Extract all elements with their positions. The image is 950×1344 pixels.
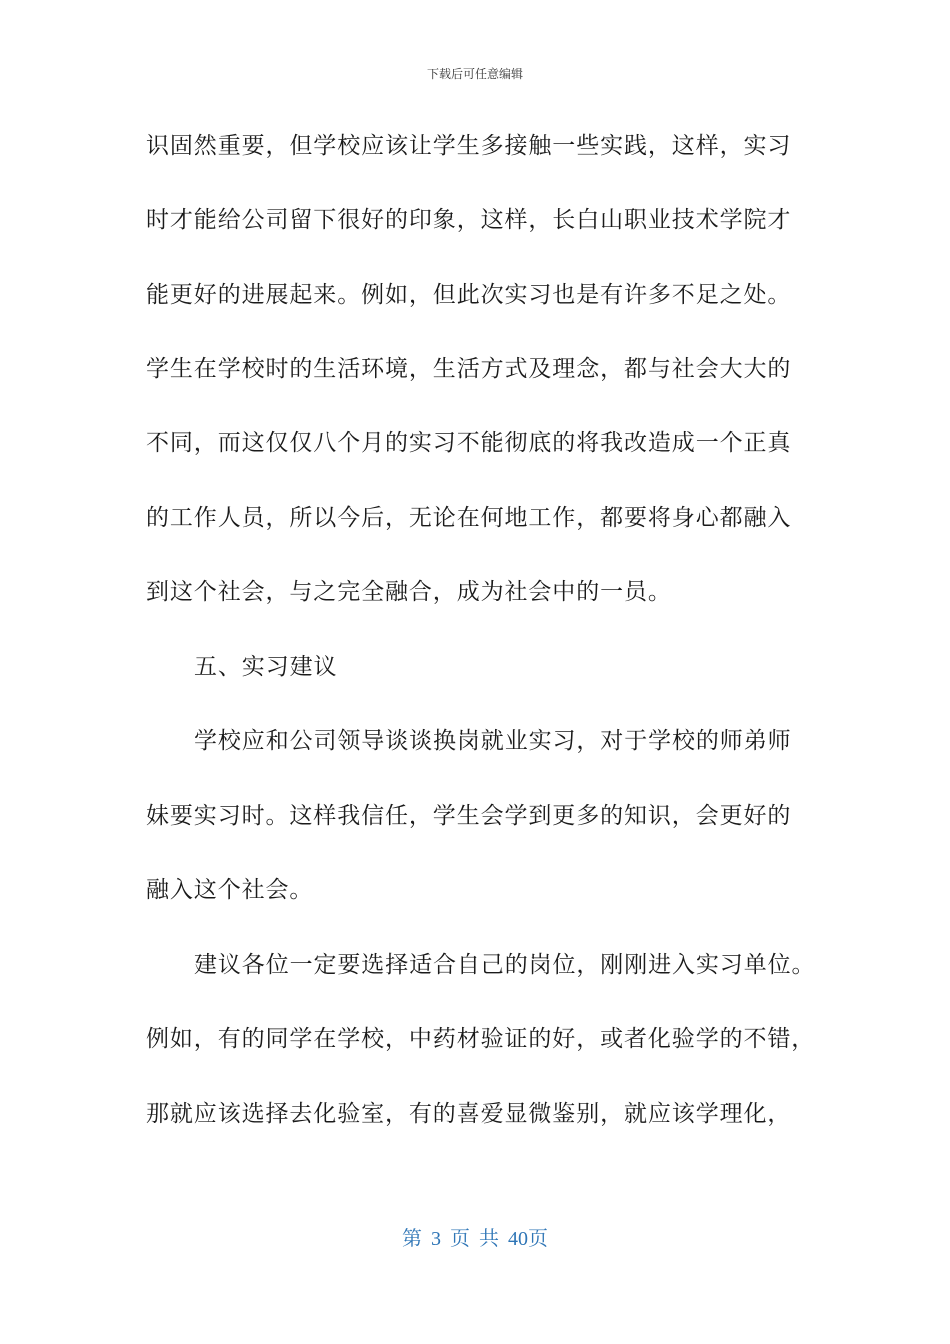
body-line: 融入这个社会。	[146, 877, 314, 903]
body-line: 学校应和公司领导谈谈换岗就业实习，对于学校的师弟师	[194, 728, 792, 754]
section-heading: 五、实习建议	[194, 654, 338, 680]
body-line: 妹要实习时。这样我信任，学生会学到更多的知识，会更好的	[146, 803, 792, 829]
body-line: 识固然重要，但学校应该让学生多接触一些实践，这样，实习	[146, 133, 792, 159]
page-number: 第 3 页 共 40页	[402, 1228, 548, 1250]
body-line: 例如，有的同学在学校，中药材验证的好，或者化验学的不错，	[146, 1026, 816, 1052]
body-line: 能更好的进展起来。例如，但此次实习也是有许多不足之处。	[146, 282, 792, 308]
body-line: 时才能给公司留下很好的印象，这样，长白山职业技术学院才	[146, 207, 792, 233]
body-line: 到这个社会，与之完全融合，成为社会中的一员。	[146, 579, 672, 605]
page-header: 下载后可任意编辑	[426, 67, 523, 81]
body-line: 不同，而这仅仅八个月的实习不能彻底的将我改造成一个正真	[146, 430, 792, 456]
body-line: 那就应该选择去化验室，有的喜爱显微鉴别，就应该学理化，	[146, 1101, 792, 1127]
body-line: 的工作人员，所以今后，无论在何地工作，都要将身心都融入	[146, 505, 792, 531]
body-line: 建议各位一定要选择适合自己的岗位，刚刚进入实习单位。	[194, 952, 816, 978]
body-line: 学生在学校时的生活环境，生活方式及理念，都与社会大大的	[146, 356, 792, 382]
